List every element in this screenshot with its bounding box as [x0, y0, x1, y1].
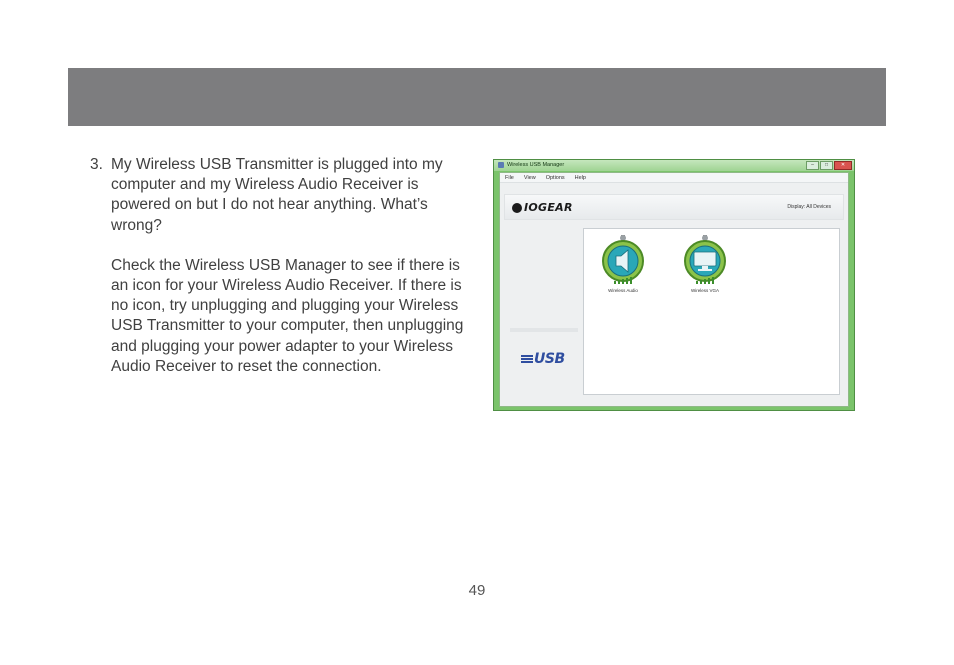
- close-button[interactable]: ✕: [834, 161, 852, 170]
- iogear-logo: [512, 201, 573, 214]
- wireless-usb-manager-screenshot: [493, 159, 855, 411]
- menu-view[interactable]: View: [523, 174, 536, 181]
- display-filter-label[interactable]: Display: All Devices: [787, 204, 831, 210]
- maximize-button[interactable]: □: [820, 161, 833, 170]
- window-client-area: [499, 172, 849, 407]
- iogear-logo-mark-icon: [512, 203, 522, 213]
- question-row: [90, 155, 470, 236]
- window-title: Wireless USB Manager: [507, 162, 565, 168]
- wireless-usb-logo: [521, 351, 565, 367]
- left-panel-divider: [510, 328, 578, 332]
- menu-file[interactable]: File: [505, 174, 514, 181]
- menu-bar: [500, 173, 848, 183]
- answer-text: Check the Wireless USB Manager to see if there is an icon for your Wireless Audio Receiver. If there is no icon, try unplugging and plugging your Wireless USB Transmitter to your computer, then unplugging and plugging your power adapter to your Wireless Audio Receiver to reset the connection.: [111, 256, 464, 375]
- window-buttons: [806, 161, 852, 170]
- faq-question: [90, 155, 470, 377]
- usb-logo-lines-icon: [521, 355, 533, 363]
- device-label-wireless-vga: Wireless VGA: [690, 288, 719, 293]
- question-text: My Wireless USB Transmitter is plugged into my computer and my Wireless Audio Receiver is powered on but I do not hear anything. What’s wrong?: [111, 156, 443, 234]
- page-number: 49: [468, 582, 486, 599]
- header-bar: [68, 68, 886, 126]
- speaker-icon: [601, 235, 645, 287]
- logo-band: [504, 194, 844, 220]
- menu-help[interactable]: Help: [574, 174, 586, 181]
- usb-logo-text: USB: [534, 351, 565, 367]
- device-wireless-audio[interactable]: [598, 235, 648, 293]
- question-number: 3.: [90, 156, 103, 173]
- minimize-button[interactable]: –: [806, 161, 819, 170]
- device-panel: [583, 228, 840, 395]
- device-label-wireless-audio: Wireless Audio: [608, 288, 638, 293]
- device-wireless-vga[interactable]: [680, 235, 730, 293]
- window-titlebar: [494, 160, 854, 171]
- app-icon: [498, 162, 504, 168]
- menu-options[interactable]: Options: [545, 174, 565, 181]
- iogear-logo-text: IOGEAR: [524, 201, 573, 214]
- left-panel: [504, 226, 580, 400]
- monitor-icon: [683, 235, 727, 287]
